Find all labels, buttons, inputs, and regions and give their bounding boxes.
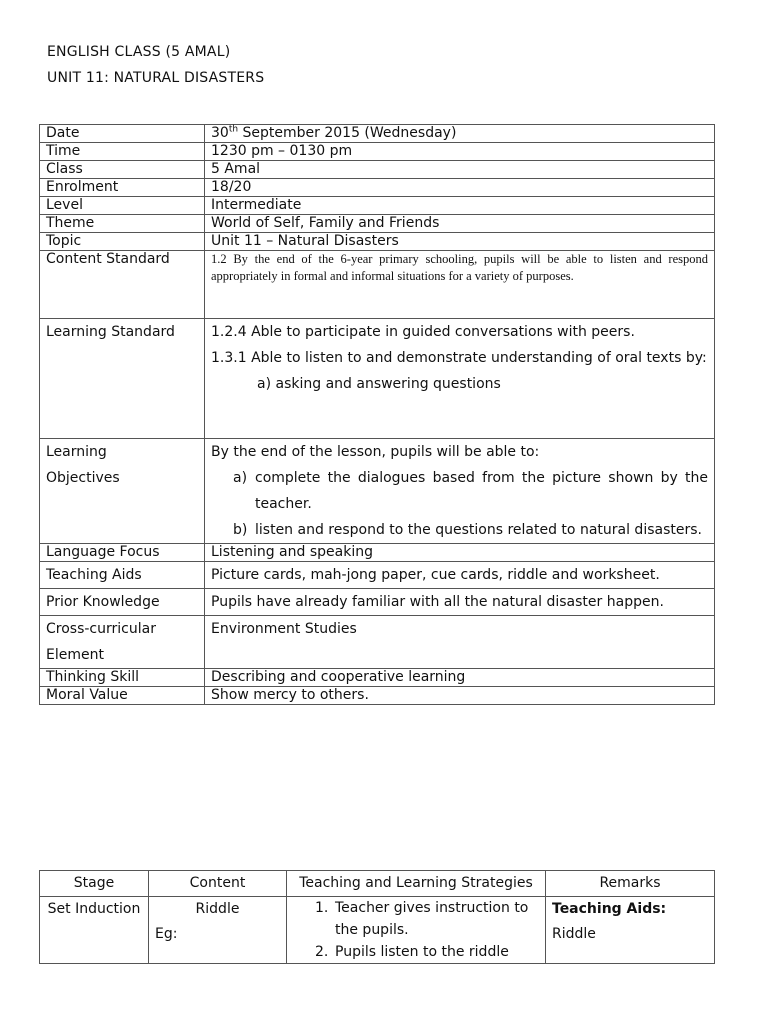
table-header-row	[40, 871, 715, 897]
row-value: Pupils have already familiar with all the natural disaster happen.	[205, 589, 715, 616]
table-row	[40, 197, 715, 215]
row-label: Teaching Aids	[40, 562, 205, 589]
row-value: World of Self, Family and Friends	[205, 215, 715, 233]
list-marker: a)	[233, 470, 248, 486]
document-title: ENGLISH CLASS (5 AMAL)	[47, 44, 231, 60]
date-rest: September 2015 (Wednesday)	[238, 125, 457, 141]
strategies-list	[293, 897, 539, 963]
row-value: Intermediate	[205, 197, 715, 215]
table-row	[40, 562, 715, 589]
objectives-list	[211, 465, 708, 543]
date-suffix: th	[228, 124, 239, 135]
table-row	[40, 179, 715, 197]
list-item	[293, 897, 539, 941]
content-title: Riddle	[195, 901, 240, 917]
remarks-title: Teaching Aids:	[552, 901, 667, 917]
table-row	[40, 616, 715, 669]
row-label: Prior Knowledge	[40, 589, 205, 616]
list-marker: b)	[233, 522, 248, 538]
row-value: 5 Amal	[205, 161, 715, 179]
row-label: Enrolment	[40, 179, 205, 197]
table-row	[40, 589, 715, 616]
lesson-plan-table	[39, 124, 715, 705]
strategies-cell	[287, 897, 546, 964]
objectives-intro: By the end of the lesson, pupils will be able to:	[211, 444, 540, 460]
table-row	[40, 161, 715, 179]
row-label: Theme	[40, 215, 205, 233]
date-day: 30	[211, 125, 229, 141]
list-text: listen and respond to the questions related to natural disasters.	[255, 522, 702, 538]
row-value: 18/20	[205, 179, 715, 197]
table-row	[40, 319, 715, 439]
column-header: Stage	[40, 871, 149, 897]
row-label: Learning Standard	[40, 319, 205, 439]
row-label-line: Objectives	[46, 470, 120, 486]
row-label: Topic	[40, 233, 205, 251]
row-value: 1230 pm – 0130 pm	[205, 143, 715, 161]
row-label: Date	[40, 125, 205, 143]
remarks-cell	[546, 897, 715, 964]
row-label: Time	[40, 143, 205, 161]
row-value: 1.2 By the end of the 6-year primary schooling, pupils will be able to listen and respond appropriately in formal and informal situations for a variety of purposes.	[205, 251, 715, 319]
table-row	[40, 233, 715, 251]
table-row	[40, 687, 715, 705]
table-row	[40, 215, 715, 233]
content-cell	[149, 897, 287, 964]
table-row	[40, 125, 715, 143]
stage-cell: Set Induction	[40, 897, 149, 964]
row-value: Listening and speaking	[205, 544, 715, 562]
content-example: Eg:	[155, 926, 178, 942]
row-value: Environment Studies	[205, 616, 715, 669]
row-label: Language Focus	[40, 544, 205, 562]
row-label: Thinking Skill	[40, 669, 205, 687]
row-value	[205, 125, 715, 143]
table-row	[40, 669, 715, 687]
list-text: Pupils listen to the riddle	[335, 944, 509, 960]
row-label: Content Standard	[40, 251, 205, 319]
row-value	[205, 319, 715, 439]
table-row	[40, 897, 715, 964]
learning-standard-item: 1.3.1 Able to listen to and demonstrate understanding of oral texts by:	[211, 350, 707, 366]
list-text: Teacher gives instruction to the pupils.	[335, 900, 529, 938]
row-value: Picture cards, mah-jong paper, cue cards, riddle and worksheet.	[205, 562, 715, 589]
row-label: Class	[40, 161, 205, 179]
list-item	[293, 941, 539, 963]
learning-standard-item: 1.2.4 Able to participate in guided conversations with peers.	[211, 324, 635, 340]
table-row	[40, 251, 715, 319]
row-label: Moral Value	[40, 687, 205, 705]
row-value	[205, 439, 715, 544]
stages-table	[39, 870, 715, 964]
unit-title: UNIT 11: NATURAL DISASTERS	[47, 70, 265, 86]
list-item	[211, 465, 708, 517]
column-header: Remarks	[546, 871, 715, 897]
row-value: Show mercy to others.	[205, 687, 715, 705]
remarks-value: Riddle	[552, 926, 596, 942]
list-marker: 1.	[315, 900, 329, 916]
list-item	[211, 517, 708, 543]
table-row	[40, 439, 715, 544]
column-header: Content	[149, 871, 287, 897]
table-row	[40, 143, 715, 161]
row-label	[40, 439, 205, 544]
row-label: Cross-curricular Element	[40, 616, 205, 669]
list-text: complete the dialogues based from the picture shown by the teacher.	[255, 470, 708, 512]
row-value: Describing and cooperative learning	[205, 669, 715, 687]
list-marker: 2.	[315, 944, 329, 960]
row-label: Level	[40, 197, 205, 215]
learning-standard-subitem: a) asking and answering questions	[257, 376, 501, 392]
row-value: Unit 11 – Natural Disasters	[205, 233, 715, 251]
row-label-line: Learning	[46, 444, 107, 460]
table-row	[40, 544, 715, 562]
column-header: Teaching and Learning Strategies	[287, 871, 546, 897]
